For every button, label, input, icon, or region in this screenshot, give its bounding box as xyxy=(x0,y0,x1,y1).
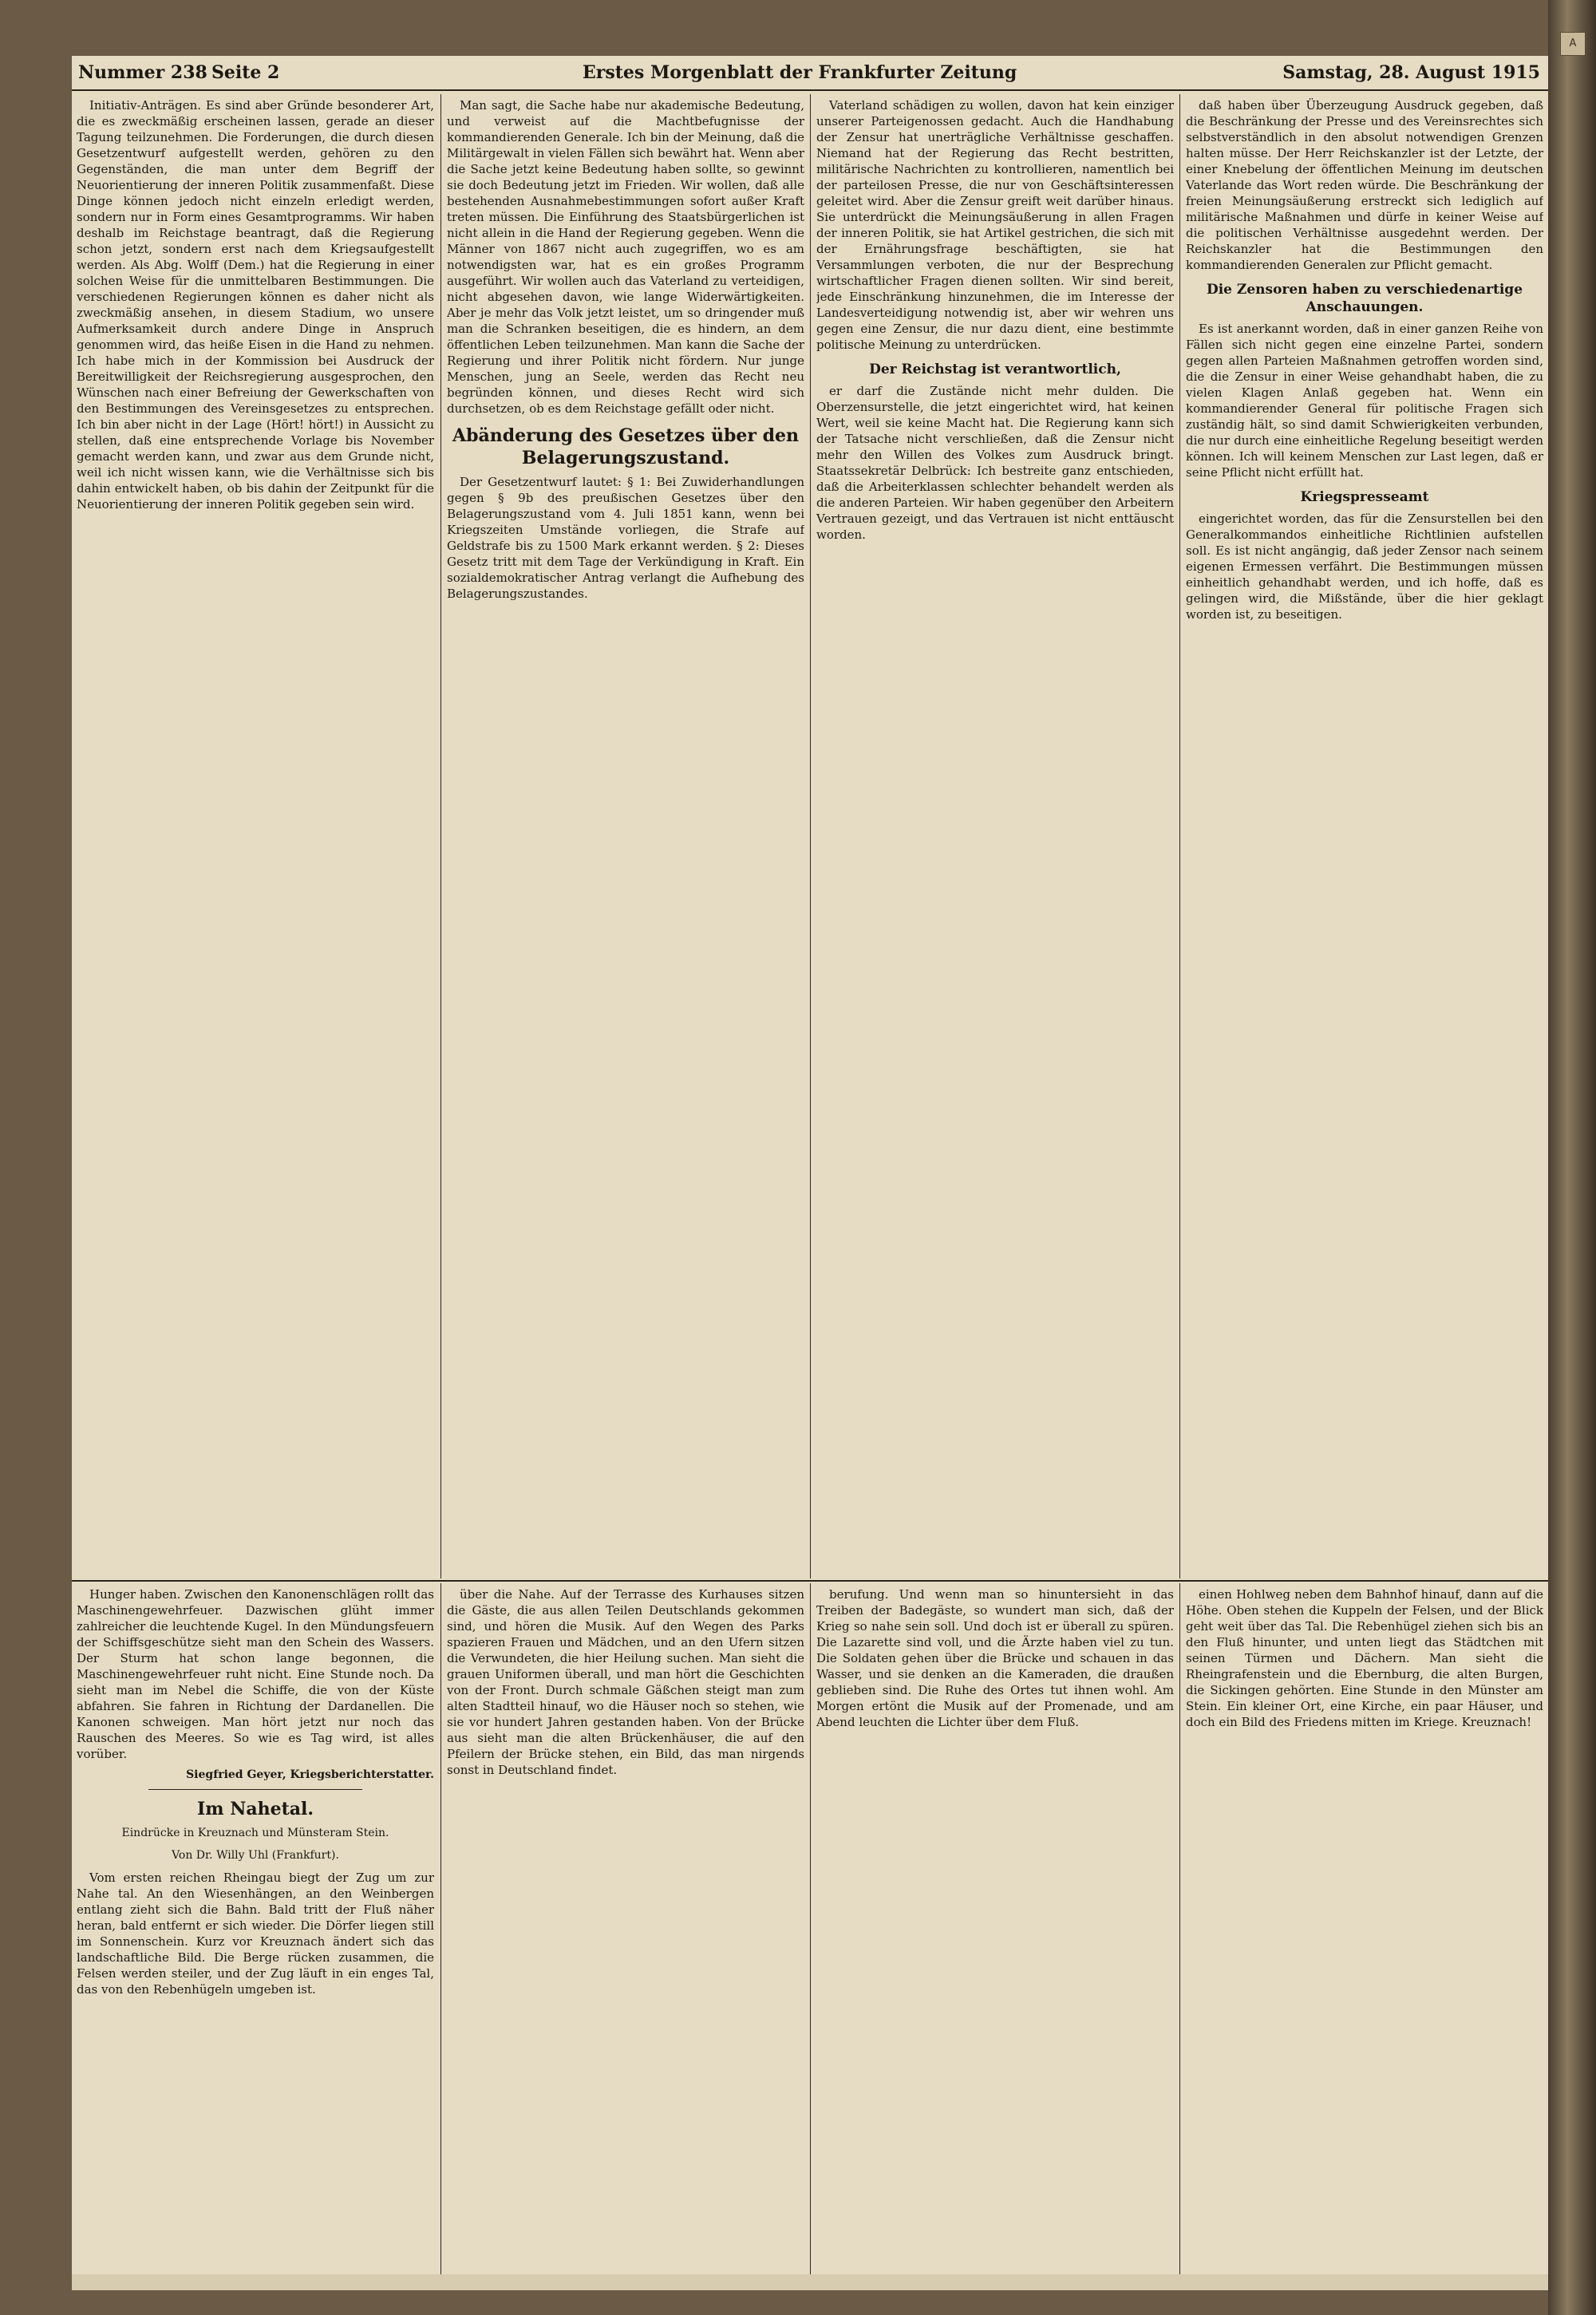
article-text: Initiativ-Anträgen. Es sind aber Gründe besonderer Art, die es zweckmäßig erscheinen lassen, gerade an dieser Tagung teilzunehmen. Die Forderungen, die durch diesen Gesetzentwurf aufgestellt werden, gehören zu den Gegenständen, die man unter dem Begriff der Neuorientierung der inneren Politik zusammenfaßt. Diese Dinge können jedoch nicht einzeln erledigt werden, sondern nur in Form eines Gesamtprogramms. Wir haben deshalb im Reichstage beantragt, daß die Regierung schon jetzt, sondern erst nach dem Kriegsaufgestellt werden. Als Abg. Wolff (Dem.) hat die Regierung in einer solchen Weise für die unmittelbaren Bestimmungen. Die verschiedenen Regierungen können es daher nicht als zweckmäßig ansehen, in diesem Stadium, wo unsere Aufmerksamkeit durch andere Dinge in Anspruch genommen wird, das heiße Eisen in die Hand zu nehmen. Ich habe mich in der Kommission bei Ausdruck der Bereitwilligkeit der Reichsregierung ausgesprochen, den Wünschen nach einer Befreiung der Gewerkschaften von den Bestimmungen des Vereinsgesetzes zu entsprechen. Ich bin aber nicht in der Lage (Hört! hört!) in Aussicht zu stellen, daß eine entsprechende Vorlage bis November gemacht werden kann, und zwar aus dem Grunde nicht, weil ich nicht wissen kann, wie die Verhältnisse sich bis dahin entwickelt haben, ob bis dahin der Zeitpunkt für die Neuorientierung der inneren Politik gegeben sein wird. xyxy=(77,98,434,512)
article-text: Vaterland schädigen zu wollen, davon hat kein einziger unserer Parteigenossen gedacht. Auch die Handhabung der Zensur hat unerträgliche Verhältnisse geschaffen. Niemand hat der Regierung das Recht bestritten, militärische Nachrichten zu kontrollieren, namentlich bei der parteilosen Presse, die nur von Geschäftsinteressen geleitet wird. Aber die Zensur greift weit darüber hinaus. Sie unterdrückt die Meinungsäußerung in allen Fragen der inneren Politik, sie hat Artikel gestrichen, die sich mit der Ernährungsfrage beschäftigten, sie hat Versammlungen verboten, die nur der Besprechung wirtschaftlicher Fragen dienen sollten. Wir sind bereit, jede Einschränkung hinzunehmen, die im Interesse der Landesverteidigung notwendig ist, aber wir wehren uns gegen eine Zensur, die nur dazu dient, eine bestimmte politische Meinung zu unterdrücken. xyxy=(816,98,1174,352)
column-rule xyxy=(440,1583,441,2274)
feuilleton-column-2 xyxy=(447,1586,804,2273)
article-text: einen Hohlweg neben dem Bahnhof hinauf, dann auf die Höhe. Oben stehen die Kuppeln der Felsen, und der Blick geht weit über das Tal. Die Rebenhügel ziehen sich bis an den Fluß hinunter, und unten liegt das Städtchen mit seinen Türmen und Dächern. Man sieht die Rheingrafenstein und die Ebernburg, die alten Burgen, die Sickingen gehörten. Eine Stunde in den Münster am Stein. Ein kleiner Ort, eine Kirche, ein paar Häuser, und doch ein Bild des Friedens mitten im Kriege. Kreuznach! xyxy=(1186,1587,1543,1729)
feuilleton-divider xyxy=(72,1580,1548,1582)
article-text: Hunger haben. Zwischen den Kanonenschlägen rollt das Maschinengewehrfeuer. Dazwischen glüht immer zahlreicher die leuchtende Kugel. In den Mündungsfeuern der Schiffsgeschütze sieht man den Schein des Wassers. Der Sturm hat schon lange begonnen, die Maschinengewehrfeuer ruht nicht. Eine Stunde noch. Da sieht man im Nebel die Schiffe, die von der Küste abfahren. Sie fahren in Richtung der Dardanellen. Die Kanonen schweigen. Man hört jetzt nur noch das Rauschen des Meeres. So wie es Tag wird, ist alles vorüber. xyxy=(77,1587,434,1761)
page-header xyxy=(72,56,1548,91)
page-bottom-margin xyxy=(72,2274,1548,2290)
author-signature: Siegfried Geyer, Kriegsberichterstatter. xyxy=(186,1768,434,1781)
binding-label: A xyxy=(1560,32,1586,56)
issue-date: Samstag, 28. August 1915 xyxy=(1282,62,1540,83)
article-text: Der Gesetzentwurf lautet: § 1: Bei Zuwiderhandlungen gegen § 9b des preußischen Gesetzes über den Belagerungszustand vom 4. Juli 1851 kann, wenn bei Kriegszeiten Umstände vorliegen, die Strafe auf Geldstrafe bis zu 1500 Mark erkannt werden. § 2: Dieses Gesetz tritt mit dem Tage der Verkündigung in Kraft. Ein sozialdemokratischer Antrag verlangt die Aufhebung des Belagerungszustandes. xyxy=(447,475,804,601)
feuilleton-subtitle: Eindrücke in Kreuznach und Münsteram Stein. xyxy=(121,1827,389,1839)
article-text: Man sagt, die Sache habe nur akademische Bedeutung, und verweist auf die Machtbefugnisse der kommandierenden Generale. Ich bin der Meinung, daß die Militärgewalt in vielen Fällen sich bewährt hat. Wenn aber die Sache jetzt keine Bedeutung haben sollte, so gewinnt sie doch Bedeutung jetzt im Frieden. Wir wollen, daß alle bestehenden Ausnahmebestimmungen sofort außer Kraft treten müssen. Die Einführung des Staatsbürgerlichen ist nicht allein in die Hand der Regierung gegeben. Wenn die Männer von 1867 nicht auch zugegriffen, wo es am notwendigsten war, hat es ein großes Programm ausgeführt. Wir wollen auch das Vaterland zu verteidigen, nicht abgesehen davon, wie lange Widerwärtigkeiten. Aber je mehr das Volk jetzt leistet, um so dringender muß man die Schranken beseitigen, die es hindern, an dem öffentlichen Leben teilzunehmen. Man kann die Sache der Regierung und ihrer Politik nicht fördern. Nur junge Menschen, jung an Seele, werden das Recht neu begründen können, und dieses Recht wird sich durchsetzen, ob es dem Reichstage gefällt oder nicht. xyxy=(447,98,804,416)
article-column-1 xyxy=(77,97,434,1574)
article-text: eingerichtet worden, das für die Zensurstellen bei den Generalkommandos einheitliche Richtlinien aufstellen soll. Es ist nicht angängig, daß jeder Zensor nach seinem eigenen Ermessen verfährt. Die Bestimmungen müssen einheitlich gehandhabt werden, und ich hoffe, daß es gelingen wird, die Mißstände, über die hier geklagt worden ist, zu beseitigen. xyxy=(1186,512,1543,622)
article-column-2 xyxy=(447,97,804,1574)
page-number: Seite 2 xyxy=(211,62,280,83)
issue-number: Nummer 238 xyxy=(78,62,207,83)
feuilleton-column-4 xyxy=(1186,1586,1543,2273)
column-rule xyxy=(1179,94,1180,1578)
article-text: Vom ersten reichen Rheingau biegt der Zug um zur Nahe tal. An den Wiesenhängen, an den Weinbergen entlang zieht sich die Bahn. Bald tritt der Fluß näher heran, bald entfernt er sich wieder. Die Dörfer liegen still im Sonnenschein. Kurz vor Kreuznach ändert sich das landschaftliche Bild. Die Berge rücken zusammen, die Felsen werden steiler, und der Zug läuft in ein enges Tal, das von den Rebenhügeln umgeben ist. xyxy=(77,1871,434,1997)
column-rule xyxy=(810,1583,811,2274)
feuilleton-column-3 xyxy=(816,1586,1174,2273)
section-heading: Der Reichstag ist verantwortlich, xyxy=(869,361,1121,377)
section-heading: Abänderung des Gesetzes über den Belagerungszustand. xyxy=(452,425,799,468)
feuilleton-column-1 xyxy=(77,1586,434,2273)
book-binding xyxy=(1548,0,1596,2315)
newspaper-page xyxy=(72,56,1548,2290)
byline: Von Dr. Willy Uhl (Frankfurt). xyxy=(172,1849,339,1862)
article-text: über die Nahe. Auf der Terrasse des Kurhauses sitzen die Gäste, die aus allen Teilen Deutschlands gekommen sind, und hören die Musik. Auf den Wegen des Parks spazieren Frauen und Mädchen, und an den Ufern sitzen die Verwundeten, die hier Heilung suchen. Man sieht die grauen Uniformen überall, und man hört die Geschichten von der Front. Durch schmale Gäßchen steigt man zum alten Stadtteil hinauf, wo die Häuser noch so stehen, wie sie vor hundert Jahren gestanden haben. Von der Brücke aus sieht man die alten Brückenhäuser, die auf den Pfeilern der Brücke stehen, ein Bild, das man nirgends sonst in Deutschland findet. xyxy=(447,1587,804,1777)
section-heading: Die Zensoren haben zu verschiedenartige Anschauungen. xyxy=(1206,282,1523,315)
article-column-4 xyxy=(1186,97,1543,1574)
masthead: Erstes Morgenblatt der Frankfurter Zeitung xyxy=(583,62,1017,83)
column-rule xyxy=(440,94,441,1578)
article-text: berufung. Und wenn man so hinuntersieht in das Treiben der Badegäste, so wundert man sich, daß der Krieg so nahe sein soll. Und doch ist er überall zu spüren. Die Lazarette sind voll, und die Ärzte haben viel zu tun. Die Soldaten gehen über die Brücke und schauen in das Wasser, und sie denken an die Kameraden, die draußen geblieben sind. Die Ruhe des Ortes tut ihnen wohl. Am Morgen ertönt die Musik auf der Promenade, und am Abend leuchten die Lichter über dem Fluß. xyxy=(816,1587,1174,1729)
article-text: er darf die Zustände nicht mehr dulden. Die Oberzensurstelle, die jetzt eingerichtet wird, hat keinen Wert, weil sie keine Macht hat. Die Regierung kann sich der Tatsache nicht verschließen, daß die Zensur nicht mehr den Willen des Volkes zum Ausdruck bringt. Staatssekretär Delbrück: Ich bestreite ganz entschieden, daß die Arbeiterklassen schlechter behandelt werden als die anderen Parteien. Wir haben gegenüber den Arbeitern Vertrauen gezeigt, und das Vertrauen ist nicht enttäuscht worden. xyxy=(816,384,1174,542)
divider xyxy=(148,1789,363,1790)
article-text: daß haben über Überzeugung Ausdruck gegeben, daß die Beschränkung der Presse und des Vereinsrechtes sich selbstverständlich in den absolut notwendigen Grenzen halten müsse. Der Herr Reichskanzler ist der Letzte, der einer Knebelung der öffentlichen Meinung im deutschen Vaterlande das Wort reden würde. Die Beschränkung der freien Meinungsäußerung erstreckt sich lediglich auf militärische Maßnahmen und dürfe in keiner Weise auf die politischen Verhältnisse ausgedehnt werden. Der Reichskanzler hat die Bestimmungen den kommandierenden Generalen zur Pflicht gemacht. xyxy=(1186,98,1543,272)
column-rule xyxy=(810,94,811,1578)
section-heading: Kriegspresseamt xyxy=(1300,489,1429,505)
article-column-3 xyxy=(816,97,1174,1574)
feuilleton-title: Im Nahetal. xyxy=(196,1799,314,1819)
column-rule xyxy=(1179,1583,1180,2274)
article-text: Es ist anerkannt worden, daß in einer ganzen Reihe von Fällen sich nicht gegen eine einzelne Partei, sondern gegen allen Parteien Maßnahmen getroffen worden sind, die die Zensur in einer Weise gehandhabt haben, die zu vielen Klagen Anlaß gegeben hat. Wenn ein kommandierender General für politische Fragen sich zuständig hält, so sind damit Schwierigkeiten verbunden, die nur durch eine einheitliche Regelung beseitigt werden können. Ich will keinem Menschen zur Last legen, daß er seine Pflicht nicht erfüllt hat. xyxy=(1186,322,1543,480)
